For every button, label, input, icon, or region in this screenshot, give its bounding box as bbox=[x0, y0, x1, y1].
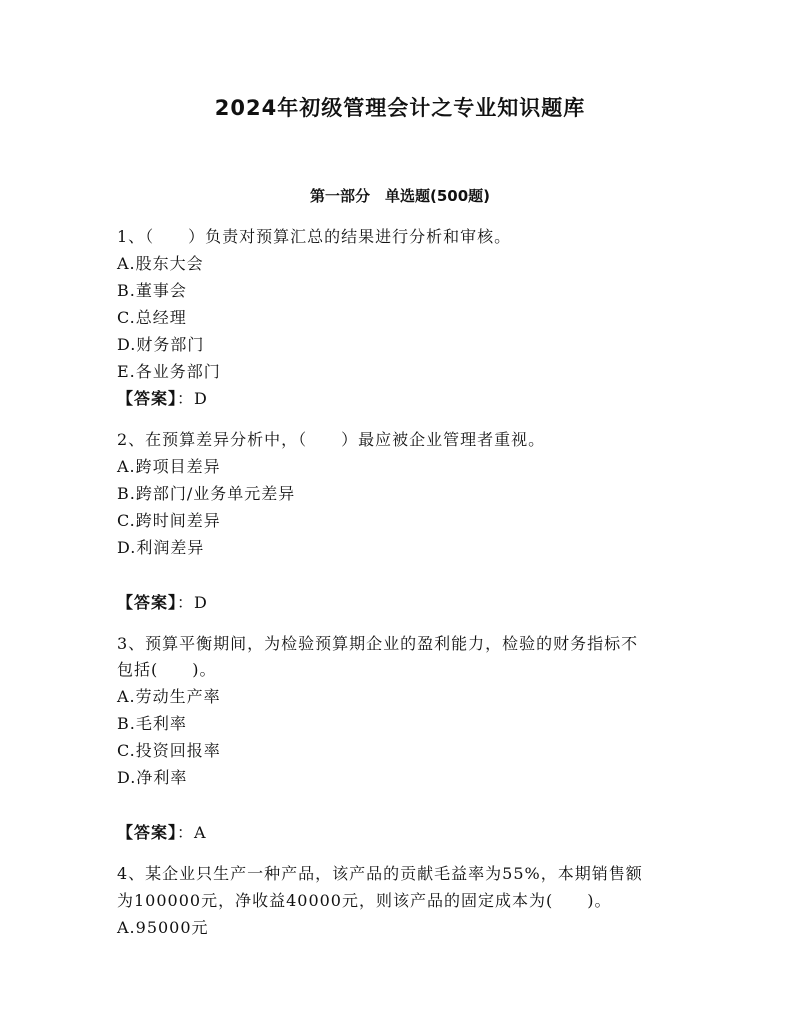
question-2-option-d: D.利润差异 bbox=[117, 538, 205, 557]
answer-label: 【答案】 bbox=[117, 823, 178, 842]
question-2-option-b: B.跨部门/业务单元差异 bbox=[117, 484, 296, 503]
question-4-stem-line-2: 为100000元，净收益40000元，则该产品的固定成本为( )。 bbox=[117, 891, 612, 910]
question-2-option-a: A.跨项目差异 bbox=[117, 457, 221, 476]
question-2-answer bbox=[117, 593, 208, 613]
question-1-option-e: E.各业务部门 bbox=[117, 362, 221, 381]
question-2-option-c: C.跨时间差异 bbox=[117, 511, 221, 530]
question-1-option-a: A.股东大会 bbox=[117, 254, 204, 273]
question-3-option-b: B.毛利率 bbox=[117, 714, 187, 733]
question-3-stem-line-1: 3、预算平衡期间，为检验预算期企业的盈利能力，检验的财务指标不 bbox=[117, 634, 639, 653]
answer-value: ：A bbox=[177, 823, 207, 842]
section-heading: 第一部分 单选题(500题) bbox=[309, 187, 491, 205]
question-4-option-a: A.95000元 bbox=[117, 918, 209, 937]
document-title: 2024年初级管理会计之专业知识题库 bbox=[214, 96, 586, 120]
question-3-option-c: C.投资回报率 bbox=[117, 741, 221, 760]
answer-label: 【答案】 bbox=[117, 593, 178, 612]
answer-value: ：D bbox=[177, 593, 208, 612]
question-3-answer bbox=[117, 823, 207, 843]
question-3-option-a: A.劳动生产率 bbox=[117, 687, 221, 706]
question-1-option-c: C.总经理 bbox=[117, 308, 187, 327]
question-2-stem: 2、在预算差异分析中，（ ）最应被企业管理者重视。 bbox=[117, 430, 546, 449]
question-3-stem-line-2: 包括( )。 bbox=[117, 660, 217, 679]
question-1-option-d: D.财务部门 bbox=[117, 335, 205, 354]
question-3-option-d: D.净利率 bbox=[117, 768, 188, 787]
question-1-stem: 1、（ ）负责对预算汇总的结果进行分析和审核。 bbox=[117, 227, 512, 246]
answer-label: 【答案】 bbox=[117, 389, 178, 408]
question-1-answer bbox=[117, 389, 208, 409]
question-1-option-b: B.董事会 bbox=[117, 281, 187, 300]
question-4-stem-line-1: 4、某企业只生产一种产品，该产品的贡献毛益率为55%，本期销售额 bbox=[117, 864, 643, 883]
answer-value: ：D bbox=[177, 389, 208, 408]
